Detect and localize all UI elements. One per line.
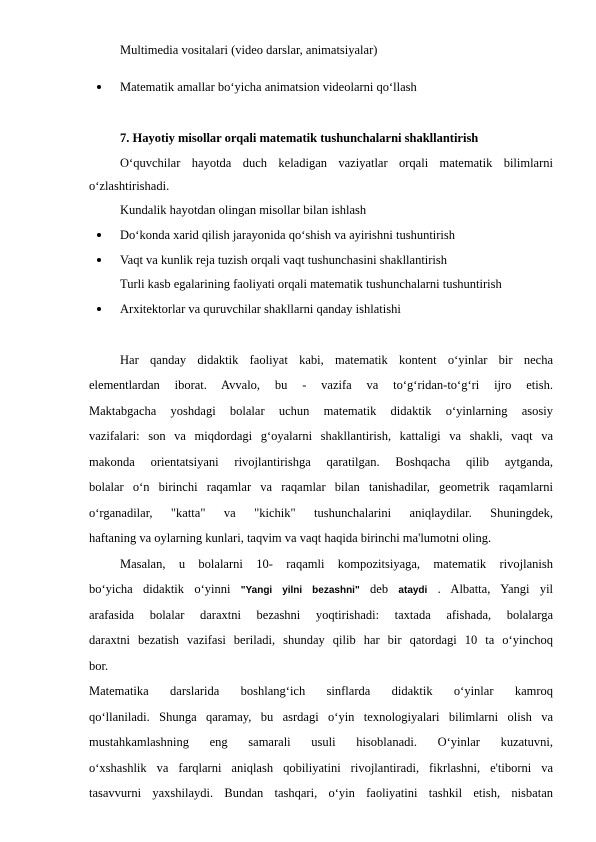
text-line: haftaning va oylarning kunlari, taqvim va vaqt haqida birinchi ma'lumotni oling. bbox=[89, 531, 492, 545]
bullet-text: Matematik amallar bo‘yicha animatsion videolarni qo‘llash bbox=[120, 80, 417, 94]
text-line: Multimedia vositalari (video darslar, animatsiyalar) bbox=[120, 43, 378, 57]
text-line: bor. bbox=[89, 659, 109, 673]
text-line-mixed bbox=[89, 581, 553, 599]
bullet-item bbox=[89, 252, 553, 268]
text-line: o‘rganadilar, "katta" va "kichik" tushunchalarini aniqlaydilar. Shuningdek, bbox=[89, 506, 553, 520]
text-line: Maktabgacha yoshdagi bolalar uchun matematik didaktik o‘yinlarning asosiy bbox=[89, 404, 553, 418]
section-heading bbox=[174, 326, 553, 342]
bullet-text: Arxitektorlar va quruvchilar shakllarni qanday ishlatishi bbox=[120, 302, 401, 316]
game-title: "Yangi yilni bezashni" bbox=[240, 585, 360, 596]
text-line: arafasida bolalar daraxtni bezashni yoqtirishadi: taxtada afishada, bolalarga bbox=[89, 608, 553, 622]
text-line: qo‘llaniladi. Shunga qaramay, bu asrdagi o‘yin texnologiyalari bilimlarni olish va bbox=[89, 710, 553, 724]
text-span-bold: ataydi bbox=[398, 585, 428, 596]
text-line: daraxtni bezatish vazifasi beriladi, shunday qilib har bir qatordagi 10 ta o‘yinchoq bbox=[89, 633, 553, 647]
subheading: 7. Hayotiy misollar orqali matematik tushunchalarni shakllantirish bbox=[120, 131, 479, 145]
bullet-text: Vaqt va kunlik reja tuzish orqali vaqt tushunchasini shakllantirish bbox=[120, 253, 448, 267]
text-line: mustahkamlashning eng samarali usuli hisoblanadi. O‘yinlar kuzatuvni, bbox=[89, 735, 553, 749]
bullet-item bbox=[89, 79, 553, 95]
text-span: . Albatta, Yangi yil bbox=[437, 582, 554, 596]
text-line: Turli kasb egalarining faoliyati orqali matematik tushunchalarni tushuntirish bbox=[120, 277, 502, 291]
text-line: O‘quvchilar hayotda duch keladigan vaziyatlar orqali matematik bilimlarni bbox=[120, 156, 553, 170]
text-span: bo‘yicha didaktik o‘yinni bbox=[89, 582, 231, 596]
text-span: deb bbox=[370, 582, 389, 596]
text-line: o‘zlashtirishadi. bbox=[89, 179, 170, 193]
bullet-item bbox=[89, 301, 553, 317]
bullet-icon bbox=[97, 85, 101, 89]
text-line: bolalar o‘n birinchi raqamlar va raqamlar bilan tanishadilar, geometrik raqamlarni bbox=[89, 480, 553, 494]
text-line: Masalan, u bolalarni 10- raqamli kompozitsiyaga, matematik rivojlanish bbox=[120, 557, 553, 571]
text-line: Har qanday didaktik faoliyat kabi, matematik kontent o‘yinlar bir necha bbox=[120, 353, 553, 367]
text-line: o‘xshashlik va farqlarni aniqlash qobiliyatini rivojlantiradi, fikrlashni, e'tiborni va bbox=[89, 761, 553, 775]
text-line: elementlardan iborat. Avvalo, bu - vazifa va to‘g‘ridan-to‘g‘ri ijro etish. bbox=[89, 378, 553, 392]
text-line: vazifalari: son va miqdordagi g‘oyalarni shakllantirish, kattaligi va shakli, vaqt va bbox=[89, 429, 553, 443]
bullet-text: Do‘konda xarid qilish jarayonida qo‘shish va ayirishni tushuntirish bbox=[120, 228, 456, 242]
bullet-item bbox=[89, 227, 553, 243]
text-line: tasavvurni yaxshilaydi. Bundan tashqari, o‘yin faoliyatini tashkil etish, nisbatan bbox=[89, 786, 553, 800]
bullet-icon bbox=[97, 258, 101, 262]
bullet-icon bbox=[97, 307, 101, 311]
bullet-icon bbox=[97, 233, 101, 237]
text-line: Kundalik hayotdan olingan misollar bilan ishlash bbox=[120, 203, 367, 217]
text-line: Matematika darslarida boshlang‘ich sinflarda didaktik o‘yinlar kamroq bbox=[89, 684, 553, 698]
text-line: makonda orientatsiyani rivojlantirishga qaratilgan. Boshqacha qilib aytganda, bbox=[89, 455, 553, 469]
